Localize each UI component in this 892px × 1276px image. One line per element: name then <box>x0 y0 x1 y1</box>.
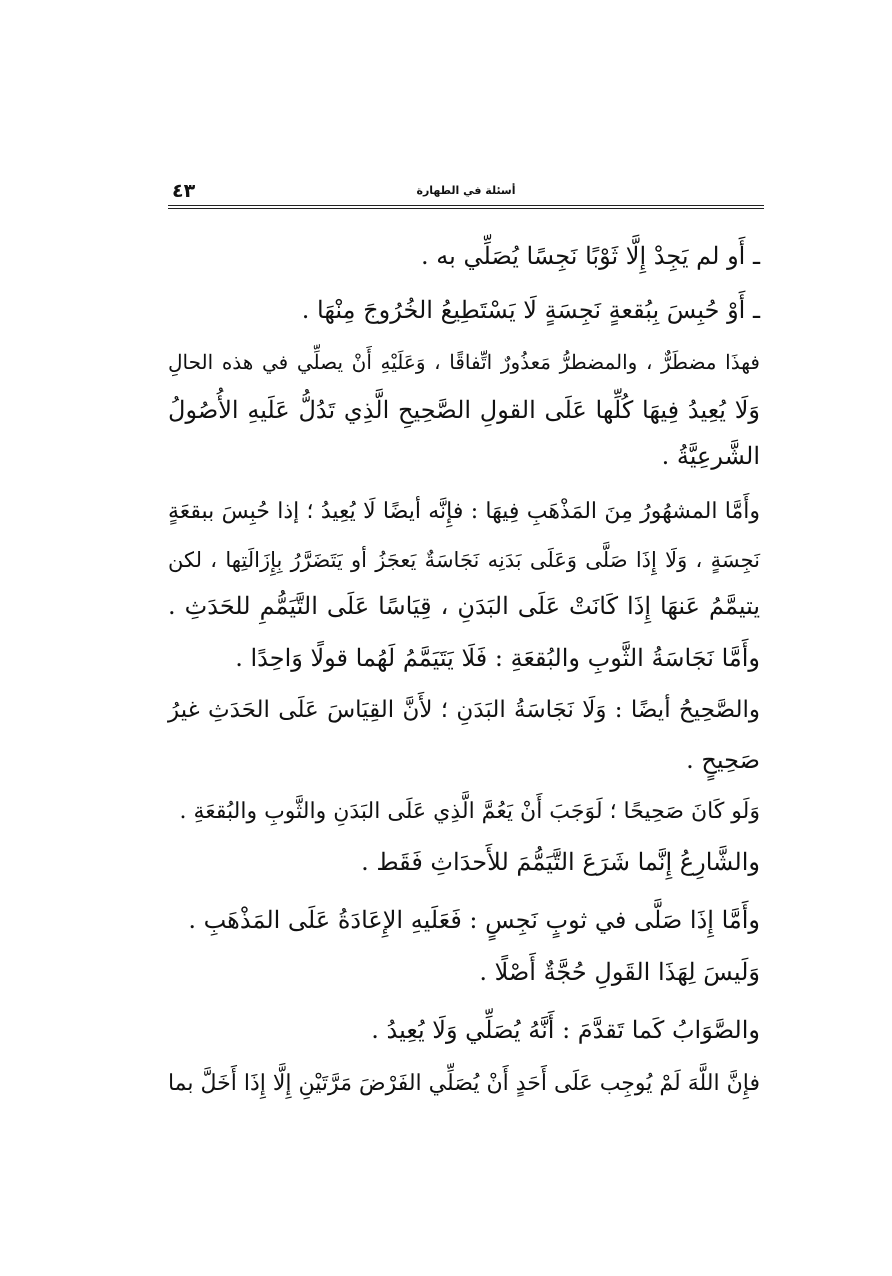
page-header <box>170 180 762 206</box>
text-line: نَجِسَةٍ ، وَلَا إِذَا صَلَّى وَعَلَى بَدَنِه نَجَاسَةٌ يَعجَزُ أو يَتَضَرَّرُ بِإِزَالَتِها ، لكن <box>168 548 760 572</box>
text-line: والشَّارِعُ إِنَّما شَرَعَ التَّيَمُّمَ للأَحدَاثِ فَقَط . <box>361 848 760 876</box>
text-line: وأَمَّا إِذَا صَلَّى في ثوبٍ نَجِسٍ : فَعَلَيهِ الإِعَادَةُ عَلَى المَذْهَبِ . <box>188 906 760 934</box>
text-line: وَلَا يُعِيدُ فِيهَا كُلِّها عَلَى القولِ الصَّحِيحِ الَّذِي تَدُلُّ عَلَيهِ الأُصُولُ <box>168 396 760 424</box>
text-line: فإِنَّ اللَّهَ لَمْ يُوجِب عَلَى أَحَدٍ أَنْ يُصَلِّي الفَرْضَ مَرَّتَيْنِ إِلَّا إِذَا أَخَلَّ بما <box>167 1071 760 1096</box>
text-line: ـ أَوْ حُبِسَ بِبُقعةٍ نَجِسَةٍ لَا يَسْتَطِيعُ الخُرُوجَ مِنْهَا . <box>301 296 760 324</box>
header-rule <box>168 205 764 206</box>
text-line: وأَمَّا نَجَاسَةُ الثَّوبِ والبُقعَةِ : فَلَا يَتَيَمَّمُ لَهُما قولًا وَاحِدًا . <box>235 644 760 672</box>
page-number: ٤٣ <box>172 180 196 202</box>
text-line: فهذَا مضطَرٌّ ، والمضطرُّ مَعذُورٌ اتِّفاقًا ، وَعَلَيْهِ أَنْ يصلِّي في هذه الحالِ <box>168 350 760 374</box>
text-line: الشَّرعِيَّةُ . <box>661 442 760 470</box>
text-line: والصَّوَابُ كَما تَقدَّمَ : أَنَّهُ يُصَلِّي وَلَا يُعِيدُ . <box>371 1016 760 1044</box>
text-line: ـ أَو لم يَجِدْ إِلَّا ثَوْبًا نَجِسًا يُصَلِّي به . <box>421 242 760 270</box>
text-line: والصَّحِيحُ أيضًا : وَلَا نَجَاسَةُ البَدَنِ ؛ لأَنَّ القِيَاسَ عَلَى الحَدَثِ غيرُ <box>168 697 760 723</box>
text-line: يتيمَّمُ عَنهَا إِذَا كَانَتْ عَلَى البَدَنِ ، قِيَاسًا عَلَى التَّيَمُّمِ للحَدَثِ . <box>168 592 761 620</box>
text-line: وَلَيسَ لِهَذَا القَولِ حُجَّةٌ أَصْلًا . <box>479 958 760 986</box>
text-line: صَحِيحٍ . <box>686 746 760 774</box>
running-title: أسئلة في الطهارة <box>416 184 516 197</box>
text-line: وَلَو كَانَ صَحِيحًا ؛ لَوَجَبَ أَنْ يَعُمَّ الَّذِي عَلَى البَدَنِ والثَّوبِ والبُقعَةِ . <box>179 799 760 824</box>
text-line: وأَمَّا المشهُورُ مِنَ المَذْهَبِ فِيهَا : فإِنَّه أيضًا لَا يُعِيدُ ؛ إذا حُبِسَ ببقعَةٍ <box>168 499 760 524</box>
header-rule-secondary <box>168 208 764 209</box>
